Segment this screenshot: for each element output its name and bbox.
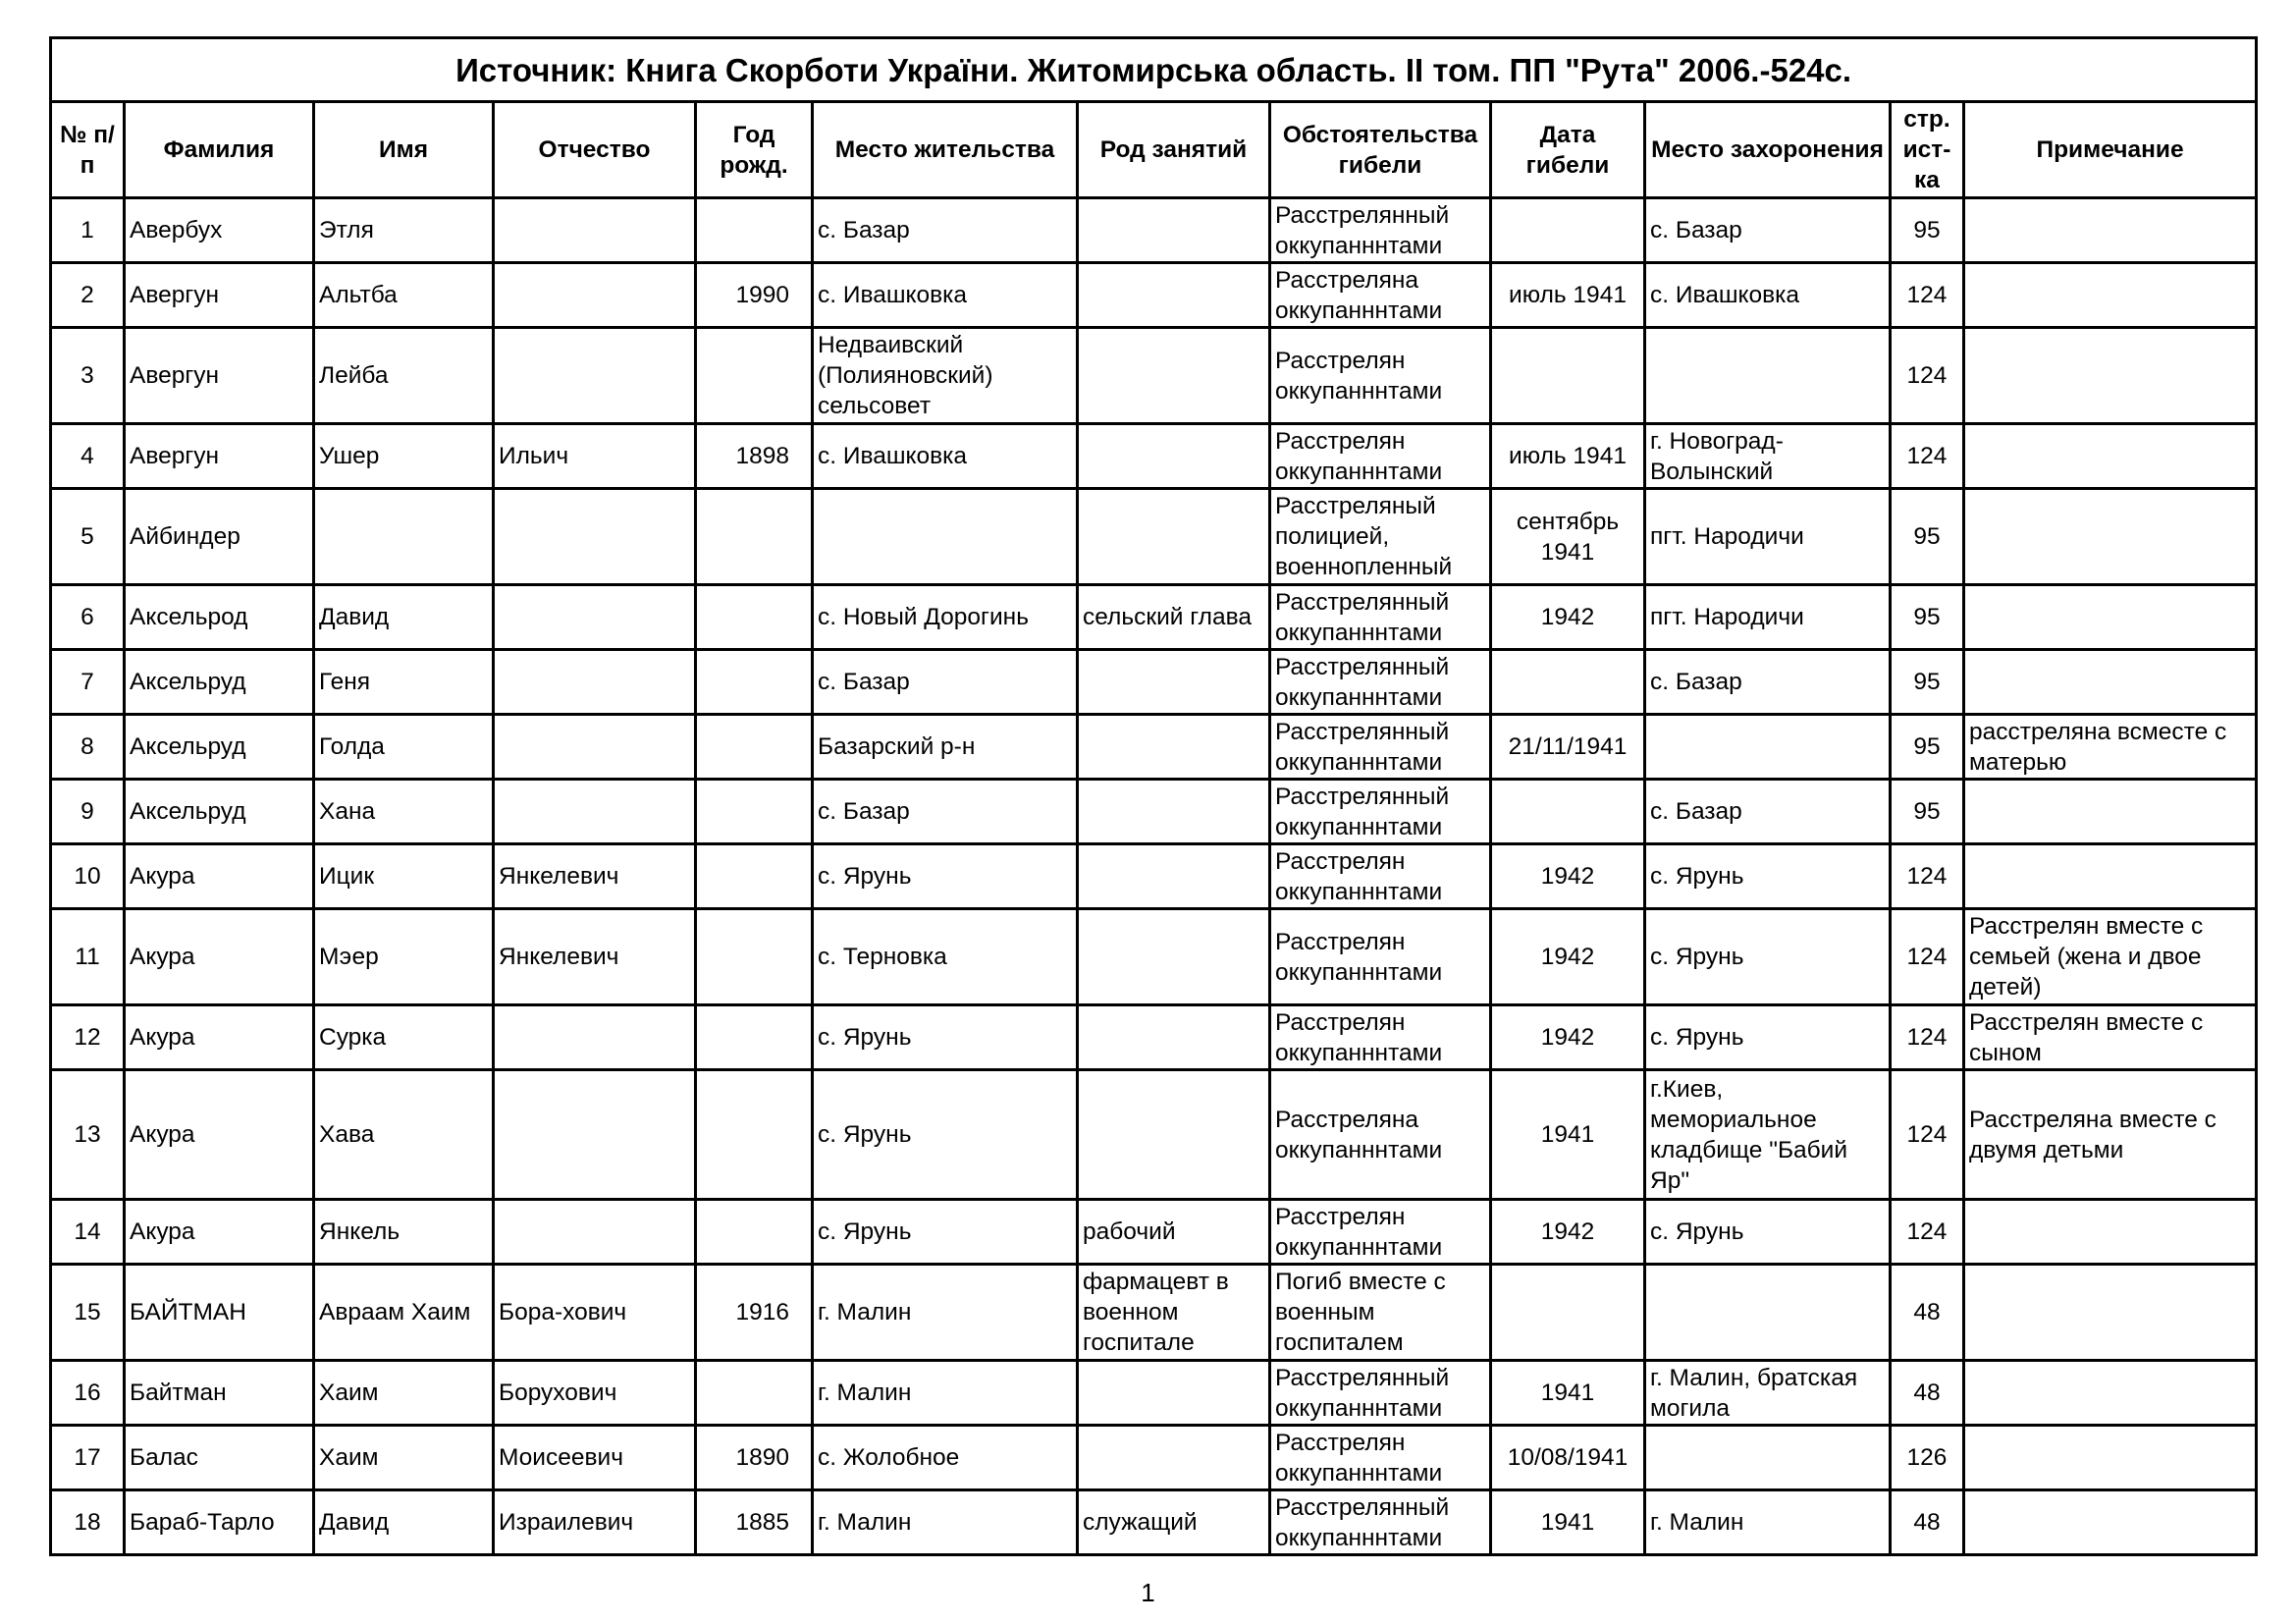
cell-note bbox=[1964, 1361, 2257, 1426]
table-row bbox=[51, 328, 2257, 424]
cell-patronymic bbox=[494, 585, 696, 650]
cell-patronymic: Борухович bbox=[494, 1361, 696, 1426]
cell-burial-place: пгт. Народичи bbox=[1645, 585, 1891, 650]
cell-occupation bbox=[1078, 650, 1270, 715]
cell-num: 7 bbox=[51, 650, 125, 715]
cell-circumstances: Погиб вместе с военным госпиталем bbox=[1270, 1265, 1491, 1361]
cell-circumstances: Расстрелян оккупанннтами bbox=[1270, 1426, 1491, 1490]
cell-surname: Авербух bbox=[125, 198, 314, 263]
cell-note bbox=[1964, 424, 2257, 489]
cell-residence: с. Ярунь bbox=[813, 1005, 1078, 1070]
cell-burial-place: г. Малин bbox=[1645, 1490, 1891, 1555]
cell-death-date: сентябрь 1941 bbox=[1491, 489, 1645, 585]
cell-num: 18 bbox=[51, 1490, 125, 1555]
cell-residence: с. Ярунь bbox=[813, 1070, 1078, 1200]
cell-death-date: 10/08/1941 bbox=[1491, 1426, 1645, 1490]
cell-name: Этля bbox=[314, 198, 494, 263]
cell-birth-year bbox=[696, 844, 813, 909]
cell-surname: Авергун bbox=[125, 328, 314, 424]
cell-note bbox=[1964, 328, 2257, 424]
cell-residence: с. Базар bbox=[813, 650, 1078, 715]
cell-birth-year bbox=[696, 780, 813, 844]
table-title: Источник: Книга Скорботи України. Житомирська область. II том. ПП "Рута" 2006.-524с. bbox=[51, 38, 2257, 102]
header-patronymic: Отчество bbox=[494, 102, 696, 198]
cell-num: 14 bbox=[51, 1200, 125, 1265]
cell-name: Хаим bbox=[314, 1361, 494, 1426]
cell-source-page: 126 bbox=[1891, 1426, 1964, 1490]
cell-patronymic: Израилевич bbox=[494, 1490, 696, 1555]
cell-source-page: 124 bbox=[1891, 1005, 1964, 1070]
cell-burial-place: г. Малин, братская могила bbox=[1645, 1361, 1891, 1426]
cell-burial-place: с. Ивашковка bbox=[1645, 263, 1891, 328]
cell-burial-place: г. Новоград-Волынский bbox=[1645, 424, 1891, 489]
cell-source-page: 95 bbox=[1891, 585, 1964, 650]
cell-num: 15 bbox=[51, 1265, 125, 1361]
cell-source-page: 95 bbox=[1891, 650, 1964, 715]
header-num: № п/п bbox=[51, 102, 125, 198]
cell-birth-year bbox=[696, 1200, 813, 1265]
cell-occupation bbox=[1078, 328, 1270, 424]
cell-surname: Балас bbox=[125, 1426, 314, 1490]
cell-source-page: 124 bbox=[1891, 424, 1964, 489]
cell-note bbox=[1964, 1265, 2257, 1361]
cell-circumstances: Расстрелянный оккупанннтами bbox=[1270, 1490, 1491, 1555]
cell-surname: Аксельрод bbox=[125, 585, 314, 650]
cell-residence: с. Базар bbox=[813, 198, 1078, 263]
cell-circumstances: Расстрелянный оккупанннтами bbox=[1270, 780, 1491, 844]
cell-occupation bbox=[1078, 424, 1270, 489]
title-row bbox=[51, 38, 2257, 102]
cell-source-page: 124 bbox=[1891, 263, 1964, 328]
cell-name: Хана bbox=[314, 780, 494, 844]
cell-num: 2 bbox=[51, 263, 125, 328]
cell-num: 9 bbox=[51, 780, 125, 844]
cell-circumstances: Расстрелянный оккупанннтами bbox=[1270, 1361, 1491, 1426]
cell-patronymic bbox=[494, 715, 696, 780]
table-row bbox=[51, 585, 2257, 650]
cell-name: Голда bbox=[314, 715, 494, 780]
cell-note: Расстрелян вместе с сыном bbox=[1964, 1005, 2257, 1070]
cell-burial-place: с. Базар bbox=[1645, 650, 1891, 715]
cell-occupation bbox=[1078, 780, 1270, 844]
cell-residence: Недваивский (Полияновский) сельсовет bbox=[813, 328, 1078, 424]
header-occupation: Род занятий bbox=[1078, 102, 1270, 198]
cell-note bbox=[1964, 1200, 2257, 1265]
cell-death-date: 1942 bbox=[1491, 844, 1645, 909]
cell-circumstances: Расстрелян оккупанннтами bbox=[1270, 1005, 1491, 1070]
cell-surname: Байтман bbox=[125, 1361, 314, 1426]
cell-note: Расстрелян вместе с семьей (жена и двое детей) bbox=[1964, 909, 2257, 1005]
table-row bbox=[51, 1005, 2257, 1070]
cell-num: 11 bbox=[51, 909, 125, 1005]
cell-occupation bbox=[1078, 909, 1270, 1005]
table-row bbox=[51, 424, 2257, 489]
cell-note bbox=[1964, 780, 2257, 844]
cell-occupation bbox=[1078, 1070, 1270, 1200]
cell-surname: Акура bbox=[125, 1005, 314, 1070]
cell-name: Сурка bbox=[314, 1005, 494, 1070]
cell-residence: с. Терновка bbox=[813, 909, 1078, 1005]
table-row bbox=[51, 198, 2257, 263]
cell-residence: г. Малин bbox=[813, 1265, 1078, 1361]
cell-name: Геня bbox=[314, 650, 494, 715]
cell-num: 4 bbox=[51, 424, 125, 489]
cell-birth-year bbox=[696, 909, 813, 1005]
cell-source-page: 48 bbox=[1891, 1361, 1964, 1426]
cell-burial-place: с. Ярунь bbox=[1645, 844, 1891, 909]
table-row bbox=[51, 1265, 2257, 1361]
cell-patronymic bbox=[494, 1005, 696, 1070]
cell-residence: с. Новый Дорогинь bbox=[813, 585, 1078, 650]
cell-birth-year bbox=[696, 198, 813, 263]
cell-name: Хаим bbox=[314, 1426, 494, 1490]
cell-birth-year bbox=[696, 1005, 813, 1070]
cell-residence: с. Жолобное bbox=[813, 1426, 1078, 1490]
cell-source-page: 95 bbox=[1891, 715, 1964, 780]
table-body bbox=[51, 198, 2257, 1555]
cell-name: Давид bbox=[314, 1490, 494, 1555]
cell-death-date: 1942 bbox=[1491, 1200, 1645, 1265]
cell-note bbox=[1964, 1490, 2257, 1555]
cell-occupation bbox=[1078, 1005, 1270, 1070]
table-row bbox=[51, 263, 2257, 328]
cell-birth-year bbox=[696, 715, 813, 780]
cell-source-page: 124 bbox=[1891, 844, 1964, 909]
cell-burial-place bbox=[1645, 1265, 1891, 1361]
header-name: Имя bbox=[314, 102, 494, 198]
cell-burial-place: с. Базар bbox=[1645, 198, 1891, 263]
cell-note: Расстреляна вместе с двумя детьми bbox=[1964, 1070, 2257, 1200]
cell-surname: Акура bbox=[125, 844, 314, 909]
cell-occupation: служащий bbox=[1078, 1490, 1270, 1555]
cell-occupation bbox=[1078, 263, 1270, 328]
cell-num: 5 bbox=[51, 489, 125, 585]
header-death-date: Дата гибели bbox=[1491, 102, 1645, 198]
cell-name: Мэер bbox=[314, 909, 494, 1005]
cell-num: 1 bbox=[51, 198, 125, 263]
cell-birth-year bbox=[696, 1361, 813, 1426]
cell-death-date bbox=[1491, 780, 1645, 844]
cell-num: 10 bbox=[51, 844, 125, 909]
cell-note bbox=[1964, 650, 2257, 715]
cell-num: 6 bbox=[51, 585, 125, 650]
cell-surname: Аксельруд bbox=[125, 650, 314, 715]
cell-source-page: 124 bbox=[1891, 1200, 1964, 1265]
cell-circumstances: Расстрелян оккупанннтами bbox=[1270, 424, 1491, 489]
cell-num: 13 bbox=[51, 1070, 125, 1200]
table-row bbox=[51, 844, 2257, 909]
cell-surname: Авергун bbox=[125, 263, 314, 328]
cell-patronymic: Янкелевич bbox=[494, 844, 696, 909]
cell-circumstances: Расстрелян оккупанннтами bbox=[1270, 909, 1491, 1005]
cell-note bbox=[1964, 1426, 2257, 1490]
cell-circumstances: Расстрелянный оккупанннтами bbox=[1270, 198, 1491, 263]
cell-circumstances: Расстрелян оккупанннтами bbox=[1270, 1200, 1491, 1265]
cell-residence: г. Малин bbox=[813, 1361, 1078, 1426]
cell-occupation bbox=[1078, 1361, 1270, 1426]
cell-source-page: 124 bbox=[1891, 909, 1964, 1005]
header-note: Примечание bbox=[1964, 102, 2257, 198]
cell-occupation bbox=[1078, 1426, 1270, 1490]
cell-burial-place: с. Ярунь bbox=[1645, 1005, 1891, 1070]
cell-death-date: 21/11/1941 bbox=[1491, 715, 1645, 780]
cell-burial-place bbox=[1645, 715, 1891, 780]
cell-circumstances: Расстреляна оккупанннтами bbox=[1270, 1070, 1491, 1200]
cell-patronymic bbox=[494, 263, 696, 328]
cell-source-page: 124 bbox=[1891, 1070, 1964, 1200]
cell-patronymic bbox=[494, 1070, 696, 1200]
cell-residence: г. Малин bbox=[813, 1490, 1078, 1555]
cell-residence: с. Ивашковка bbox=[813, 424, 1078, 489]
header-row bbox=[51, 102, 2257, 198]
cell-source-page: 95 bbox=[1891, 780, 1964, 844]
cell-surname: Акура bbox=[125, 909, 314, 1005]
cell-patronymic: Моисеевич bbox=[494, 1426, 696, 1490]
cell-burial-place bbox=[1645, 328, 1891, 424]
cell-circumstances: Расстрелянный оккупанннтами bbox=[1270, 650, 1491, 715]
cell-name: Лейба bbox=[314, 328, 494, 424]
cell-burial-place: с. Ярунь bbox=[1645, 909, 1891, 1005]
cell-death-date bbox=[1491, 650, 1645, 715]
cell-residence bbox=[813, 489, 1078, 585]
cell-patronymic: Бора-хович bbox=[494, 1265, 696, 1361]
cell-burial-place: г.Киев, мемориальное кладбище "Бабий Яр" bbox=[1645, 1070, 1891, 1200]
cell-surname: Авергун bbox=[125, 424, 314, 489]
cell-patronymic bbox=[494, 489, 696, 585]
table-row bbox=[51, 1200, 2257, 1265]
cell-note bbox=[1964, 263, 2257, 328]
cell-burial-place: пгт. Народичи bbox=[1645, 489, 1891, 585]
cell-death-date bbox=[1491, 328, 1645, 424]
cell-birth-year: 1898 bbox=[696, 424, 813, 489]
cell-occupation bbox=[1078, 198, 1270, 263]
header-surname: Фамилия bbox=[125, 102, 314, 198]
cell-death-date bbox=[1491, 1265, 1645, 1361]
cell-birth-year: 1890 bbox=[696, 1426, 813, 1490]
cell-circumstances: Расстрелян оккупанннтами bbox=[1270, 328, 1491, 424]
cell-residence: с. Ярунь bbox=[813, 1200, 1078, 1265]
cell-surname: Бараб-Тарло bbox=[125, 1490, 314, 1555]
cell-patronymic bbox=[494, 650, 696, 715]
cell-occupation: фармацевт в военном госпитале bbox=[1078, 1265, 1270, 1361]
cell-circumstances: Расстрелян оккупанннтами bbox=[1270, 844, 1491, 909]
cell-name: Ушер bbox=[314, 424, 494, 489]
cell-circumstances: Расстреляна оккупанннтами bbox=[1270, 263, 1491, 328]
header-circumstances: Обстоятельства гибели bbox=[1270, 102, 1491, 198]
cell-occupation bbox=[1078, 715, 1270, 780]
cell-source-page: 124 bbox=[1891, 328, 1964, 424]
cell-num: 16 bbox=[51, 1361, 125, 1426]
cell-residence: с. Базар bbox=[813, 780, 1078, 844]
cell-name: Ицик bbox=[314, 844, 494, 909]
cell-circumstances: Расстрелянный оккупанннтами bbox=[1270, 715, 1491, 780]
cell-residence: Базарский р-н bbox=[813, 715, 1078, 780]
cell-death-date: 1942 bbox=[1491, 909, 1645, 1005]
table-row bbox=[51, 489, 2257, 585]
cell-patronymic bbox=[494, 328, 696, 424]
cell-burial-place bbox=[1645, 1426, 1891, 1490]
cell-surname: Аксельруд bbox=[125, 780, 314, 844]
cell-birth-year bbox=[696, 328, 813, 424]
table-row bbox=[51, 780, 2257, 844]
table-row bbox=[51, 1426, 2257, 1490]
cell-surname: Акура bbox=[125, 1200, 314, 1265]
cell-burial-place: с. Базар bbox=[1645, 780, 1891, 844]
cell-num: 17 bbox=[51, 1426, 125, 1490]
table-row bbox=[51, 650, 2257, 715]
cell-note bbox=[1964, 844, 2257, 909]
cell-occupation: сельский глава bbox=[1078, 585, 1270, 650]
cell-birth-year: 1885 bbox=[696, 1490, 813, 1555]
cell-surname: Акура bbox=[125, 1070, 314, 1200]
header-source-page: стр. ист-ка bbox=[1891, 102, 1964, 198]
cell-death-date: 1941 bbox=[1491, 1361, 1645, 1426]
cell-death-date: 1941 bbox=[1491, 1070, 1645, 1200]
cell-note bbox=[1964, 489, 2257, 585]
cell-name: Авраам Хаим bbox=[314, 1265, 494, 1361]
header-residence: Место жительства bbox=[813, 102, 1078, 198]
header-birth-year: Год рожд. bbox=[696, 102, 813, 198]
cell-num: 3 bbox=[51, 328, 125, 424]
cell-patronymic bbox=[494, 198, 696, 263]
header-burial-place: Место захоронения bbox=[1645, 102, 1891, 198]
cell-death-date: 1942 bbox=[1491, 585, 1645, 650]
table-row bbox=[51, 909, 2257, 1005]
cell-surname: Аксельруд bbox=[125, 715, 314, 780]
cell-patronymic: Ильич bbox=[494, 424, 696, 489]
data-table bbox=[49, 36, 2258, 1556]
cell-occupation bbox=[1078, 489, 1270, 585]
cell-birth-year bbox=[696, 1070, 813, 1200]
cell-name: Давид bbox=[314, 585, 494, 650]
cell-note: расстреляна всместе с матерью bbox=[1964, 715, 2257, 780]
page-number: 1 bbox=[1141, 1578, 1155, 1607]
cell-num: 8 bbox=[51, 715, 125, 780]
cell-patronymic: Янкелевич bbox=[494, 909, 696, 1005]
cell-death-date: 1942 bbox=[1491, 1005, 1645, 1070]
cell-surname: БАЙТМАН bbox=[125, 1265, 314, 1361]
cell-occupation: рабочий bbox=[1078, 1200, 1270, 1265]
cell-patronymic bbox=[494, 780, 696, 844]
cell-name: Хава bbox=[314, 1070, 494, 1200]
cell-death-date: 1941 bbox=[1491, 1490, 1645, 1555]
cell-birth-year: 1990 bbox=[696, 263, 813, 328]
cell-birth-year bbox=[696, 489, 813, 585]
cell-source-page: 48 bbox=[1891, 1490, 1964, 1555]
cell-residence: с. Ярунь bbox=[813, 844, 1078, 909]
cell-occupation bbox=[1078, 844, 1270, 909]
cell-death-date: июль 1941 bbox=[1491, 424, 1645, 489]
cell-death-date: июль 1941 bbox=[1491, 263, 1645, 328]
cell-death-date bbox=[1491, 198, 1645, 263]
table-row bbox=[51, 1490, 2257, 1555]
table-row bbox=[51, 1070, 2257, 1200]
cell-name: Альтба bbox=[314, 263, 494, 328]
cell-name bbox=[314, 489, 494, 585]
cell-birth-year: 1916 bbox=[696, 1265, 813, 1361]
cell-circumstances: Расстрелянный оккупанннтами bbox=[1270, 585, 1491, 650]
cell-burial-place: с. Ярунь bbox=[1645, 1200, 1891, 1265]
cell-source-page: 95 bbox=[1891, 198, 1964, 263]
table-row bbox=[51, 1361, 2257, 1426]
cell-note bbox=[1964, 198, 2257, 263]
cell-circumstances: Расстреляный полицией, военнопленный bbox=[1270, 489, 1491, 585]
cell-num: 12 bbox=[51, 1005, 125, 1070]
cell-patronymic bbox=[494, 1200, 696, 1265]
cell-name: Янкель bbox=[314, 1200, 494, 1265]
cell-note bbox=[1964, 585, 2257, 650]
cell-source-page: 95 bbox=[1891, 489, 1964, 585]
cell-surname: Айбиндер bbox=[125, 489, 314, 585]
cell-birth-year bbox=[696, 585, 813, 650]
cell-birth-year bbox=[696, 650, 813, 715]
cell-source-page: 48 bbox=[1891, 1265, 1964, 1361]
cell-residence: с. Ивашковка bbox=[813, 263, 1078, 328]
table-row bbox=[51, 715, 2257, 780]
